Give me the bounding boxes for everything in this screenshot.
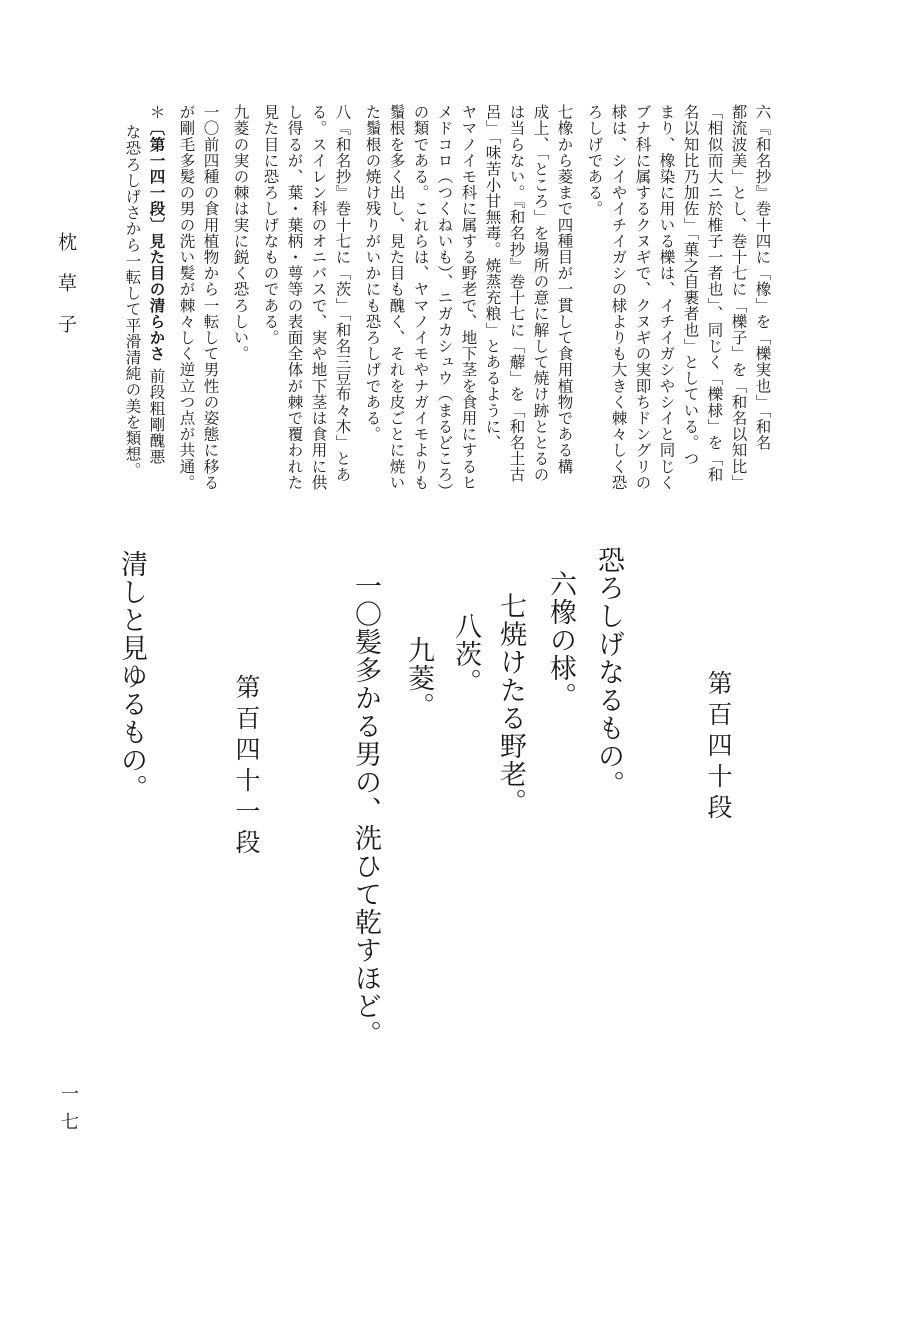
note-text: 前段粗剛醜悪 (147, 367, 166, 465)
running-head: 枕草子 (55, 232, 77, 355)
note-line: ろしげである。 (585, 104, 604, 217)
note-line: は当らない。『和名抄』巻十七に「薢」を「和名土古 (507, 104, 526, 483)
note-line: 七橡から菱まで四種目が一貫して食用植物である構 (555, 104, 574, 475)
note-line: る。スイレン科のオニバスで、実や地下茎は食用に供 (309, 104, 328, 491)
note-line: 一〇前四種の食用植物から一転して男性の姿態に移る (201, 104, 220, 491)
main-line: 六橡の梂。 (545, 570, 576, 710)
note-line: ブナ科に属するクヌギで、クヌギの実即ちドングリの (633, 104, 652, 491)
note-line: ヤマノイモ科に属する野老で、地下茎を食用にするヒ (459, 104, 478, 491)
note-line (148, 104, 165, 464)
page-number: 一七 (58, 1084, 79, 1140)
main-line: 八茨。 (450, 612, 481, 696)
main-line: 恐ろしげなるもの。 (593, 546, 624, 798)
main-line: 清しと見ゆるもの。 (116, 550, 147, 802)
note-bold-heading: 〔第一四一段〕見た目の清らかさ (147, 120, 167, 362)
note-line: 梂は、シイやイチイガシの梂よりも大きく棘々しく恐 (609, 104, 628, 491)
note-line: の類である。これらは、ヤマノイモやナガイモよりも (411, 104, 430, 491)
note-line: 六『和名抄』巻十四に「橡」を「櫟実也」「和名 (753, 104, 772, 451)
note-line: が剛毛多髪の男の洗い髪が棘々しく逆立つ点が共通。 (177, 104, 196, 491)
note-line: メドコロ（つくねいも）、ニガカシュウ（まるどころ） (435, 104, 454, 499)
note-asterisk: ＊ (147, 104, 166, 121)
main-line: 九菱。 (403, 636, 434, 720)
note-line: 鬚根を多く出し、見た目も醜く、それを皮ごとに焼い (387, 104, 406, 491)
note-line: し得るが、葉・葉柄・萼等の表面全体が棘で覆われた (285, 104, 304, 491)
note-line: 成上、「ところ」を場所の意に解して焼け跡ととるの (531, 104, 550, 483)
note-line: 九菱の実の棘は実に鋭く恐ろしい。 (231, 104, 250, 362)
note-line: 呂」「味苦小甘無毒。焼蒸充粮」とあるように、 (483, 104, 502, 451)
note-line: な恐ろしげさから一転して平滑清純の美を類想。 (123, 124, 142, 479)
note-line: た鬚根の焼け残りがいかにも恐ろしげである。 (363, 104, 382, 443)
note-line: 都流波美」とし、巻十七に「櫟子」を「和名以知比」 (729, 104, 748, 491)
note-line: 「相似而大ニ於椎子一者也」、同じく「櫟梂」を「和 (705, 104, 724, 483)
note-line: 八『和名抄』巻十七に「茨」「和名三豆布々木」とあ (333, 104, 352, 483)
section-141-heading: 第百四十一段 (232, 674, 261, 860)
main-line: 一〇髪多かる男の、洗ひて乾すほど。 (350, 572, 381, 1048)
note-line: 見た目に恐ろしげなものである。 (261, 104, 280, 346)
section-140-heading: 第百四十段 (704, 670, 733, 825)
note-line: 名以知比乃加佐」「菓之自裹者也」としている。つ (681, 104, 700, 467)
main-line: 七焼けたる野老。 (495, 592, 526, 816)
note-line: まり、橡染に用いる櫟は、イチイガシやシイと同じく (657, 104, 676, 491)
